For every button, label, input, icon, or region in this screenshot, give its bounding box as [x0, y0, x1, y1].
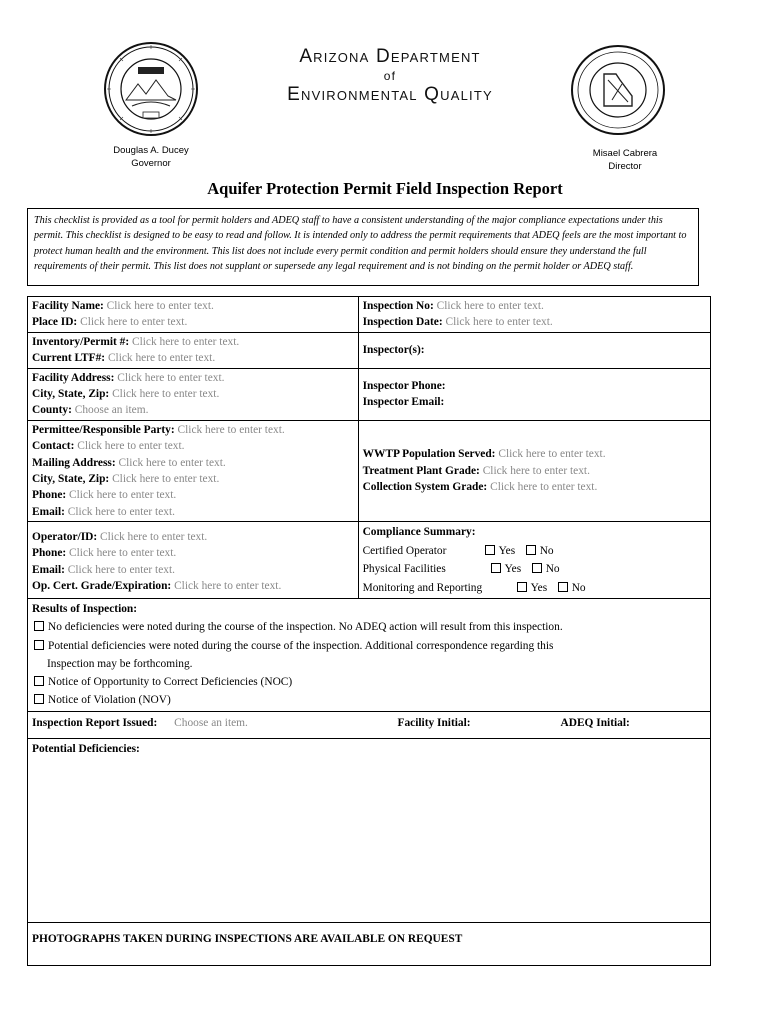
photos-cell: [28, 922, 711, 965]
operator-phone-field[interactable]: Click here to enter text.: [69, 547, 177, 560]
report-issued-label: Inspection Report Issued:: [32, 716, 158, 729]
agency-name-line3: Environmental Quality: [287, 84, 493, 105]
yes-label: Yes: [498, 544, 516, 557]
op-cert-label: Op. Cert. Grade/Expiration:: [32, 580, 172, 593]
results-cell: [28, 599, 711, 711]
inspection-id-cell: [358, 297, 710, 333]
permit-cell: [28, 332, 359, 368]
agency-name-line2: of: [383, 69, 397, 83]
result-option-label: Notice of Opportunity to Correct Deficiencies (NOC): [48, 676, 293, 689]
deficiencies-label: Potential Deficiencies:: [32, 742, 140, 755]
compliance-item-label: Monitoring and Reporting: [362, 581, 483, 594]
mailing-address-label: Mailing Address:: [32, 456, 116, 469]
report-title: Aquifer Protection Permit Field Inspection Report: [207, 179, 563, 198]
inspectors-label: Inspector(s):: [362, 344, 425, 357]
physical-facilities-no-checkbox[interactable]: [532, 563, 542, 573]
place-id-label: Place ID:: [32, 316, 78, 329]
arizona-state-seal-icon: [102, 40, 200, 138]
operator-id-label: Operator/ID:: [32, 530, 98, 543]
physical-facilities-yes-checkbox[interactable]: [491, 563, 501, 573]
permittee-email-field[interactable]: Click here to enter text.: [67, 505, 175, 518]
yes-label: Yes: [504, 563, 522, 576]
deficiencies-cell: [28, 738, 711, 922]
no-label: No: [539, 544, 554, 557]
compliance-item-label: Certified Operator: [362, 544, 447, 557]
noc-checkbox[interactable]: [34, 676, 44, 686]
result-option-continuation: Inspection may be forthcoming.: [47, 657, 193, 670]
facility-city-label: City, State, Zip:: [32, 388, 110, 401]
county-select[interactable]: Choose an item.: [74, 404, 149, 417]
op-cert-field[interactable]: Click here to enter text.: [174, 580, 282, 593]
report-issued-cell: [28, 711, 711, 738]
compliance-summary-title: Compliance Summary:: [362, 526, 476, 539]
permittee-cell: [28, 420, 359, 521]
permittee-city-field[interactable]: Click here to enter text.: [112, 473, 220, 486]
inspectors-cell: [358, 332, 710, 368]
inspector-email-label: Inspector Email:: [362, 396, 445, 409]
collection-grade-label: Collection System Grade:: [362, 481, 488, 494]
mailing-address-field[interactable]: Click here to enter text.: [118, 456, 226, 469]
intro-paragraph: This checklist is provided as a tool for permit holders and ADEQ staff to have a consistent understanding of the major compliance expectations under this permit. This checklist is designed to be easy to read and follow. It is intended only to address the permit requirements that ADEQ feels are the most important to protect human health and the environment. This list does not include every permit condition and permit holders should ensure they understand the full requirements of their permit. This list does not supplant or supersede any legal requirement and is not binding on the permit holder or ADEQ staff.: [27, 208, 699, 286]
operator-email-label: Email:: [32, 563, 65, 576]
monitoring-no-checkbox[interactable]: [558, 582, 568, 592]
county-label: County:: [32, 404, 72, 417]
director-signature-block: [570, 147, 680, 173]
adeq-seal-icon: [570, 44, 666, 136]
governor-name: Douglas A. Ducey: [113, 145, 189, 156]
facility-address-label: Facility Address:: [32, 371, 115, 384]
inspector-contact-cell: [358, 368, 710, 420]
result-option-label: No deficiencies were noted during the course of the inspection. No ADEQ action will result from this inspection.: [48, 621, 563, 634]
agency-name: [250, 46, 530, 106]
nov-checkbox[interactable]: [34, 694, 44, 704]
treatment-grade-label: Treatment Plant Grade:: [362, 464, 480, 477]
inventory-permit-field[interactable]: Click here to enter text.: [131, 335, 240, 348]
certified-operator-no-checkbox[interactable]: [526, 545, 536, 555]
operator-email-field[interactable]: Click here to enter text.: [67, 563, 175, 576]
no-deficiencies-checkbox[interactable]: [34, 621, 44, 631]
facility-name-field[interactable]: Click here to enter text.: [106, 300, 214, 312]
permittee-phone-field[interactable]: Click here to enter text.: [69, 489, 177, 502]
wwtp-cell: [358, 420, 710, 521]
result-option-label: Potential deficiencies were noted during the course of the inspection. Additional correspondence regarding this: [48, 639, 554, 652]
operator-phone-label: Phone:: [32, 547, 67, 560]
permittee-field[interactable]: Click here to enter text.: [177, 423, 285, 436]
inspection-date-label: Inspection Date:: [362, 316, 443, 329]
operator-id-field[interactable]: Click here to enter text.: [100, 530, 208, 543]
current-ltf-field[interactable]: Click here to enter text.: [107, 352, 216, 365]
permittee-email-label: Email:: [32, 505, 65, 518]
facility-city-field[interactable]: Click here to enter text.: [112, 388, 220, 401]
collection-grade-field[interactable]: Click here to enter text.: [490, 481, 598, 494]
inspection-number-label: Inspection No:: [362, 300, 434, 312]
certified-operator-yes-checkbox[interactable]: [485, 545, 495, 555]
wwtp-population-label: WWTP Population Served:: [362, 448, 496, 461]
inspector-phone-label: Inspector Phone:: [362, 379, 446, 392]
contact-label: Contact:: [32, 440, 75, 453]
compliance-summary-cell: [358, 522, 710, 599]
results-title: Results of Inspection:: [32, 603, 138, 616]
facility-name-label: Facility Name:: [32, 300, 104, 312]
compliance-item-label: Physical Facilities: [362, 563, 446, 576]
permittee-phone-label: Phone:: [32, 489, 67, 502]
place-id-field[interactable]: Click here to enter text.: [80, 316, 188, 329]
current-ltf-label: Current LTF#:: [32, 352, 106, 365]
facility-address-field[interactable]: Click here to enter text.: [117, 371, 225, 384]
compliance-item: [363, 542, 706, 561]
compliance-item: [363, 560, 706, 579]
compliance-item: [363, 579, 706, 598]
monitoring-yes-checkbox[interactable]: [517, 582, 527, 592]
director-name: Misael Cabrera: [592, 148, 658, 159]
governor-title: Governor: [131, 158, 171, 169]
facility-initial-label: Facility Initial:: [397, 716, 471, 729]
yes-label: Yes: [530, 581, 548, 594]
photos-note: PHOTOGRAPHS TAKEN DURING INSPECTIONS ARE AVAILABLE ON REQUEST: [32, 932, 463, 945]
inspection-date-field[interactable]: Click here to enter text.: [445, 316, 553, 329]
permittee-label: Permittee/Responsible Party:: [32, 423, 175, 436]
director-title: Director: [608, 161, 642, 172]
treatment-grade-field[interactable]: Click here to enter text.: [482, 464, 590, 477]
inspection-number-field[interactable]: Click here to enter text.: [436, 300, 544, 312]
inspection-form-table: [27, 296, 711, 966]
contact-field[interactable]: Click here to enter text.: [77, 440, 185, 453]
no-label: No: [571, 581, 586, 594]
no-label: No: [545, 563, 560, 576]
facility-id-cell: [28, 297, 359, 333]
permittee-city-label: City, State, Zip:: [32, 473, 110, 486]
report-issued-select[interactable]: Choose an item.: [174, 716, 248, 729]
wwtp-population-field[interactable]: Click here to enter text.: [498, 448, 606, 461]
governor-signature-block: [96, 144, 206, 170]
result-option-label: Notice of Violation (NOV): [48, 694, 171, 707]
facility-address-cell: [28, 368, 359, 420]
potential-deficiencies-checkbox[interactable]: [34, 640, 44, 650]
inventory-permit-label: Inventory/Permit #:: [32, 335, 130, 348]
operator-cell: [28, 522, 359, 599]
agency-name-line1: Arizona Department: [299, 46, 481, 67]
adeq-initial-label: ADEQ Initial:: [560, 716, 630, 729]
